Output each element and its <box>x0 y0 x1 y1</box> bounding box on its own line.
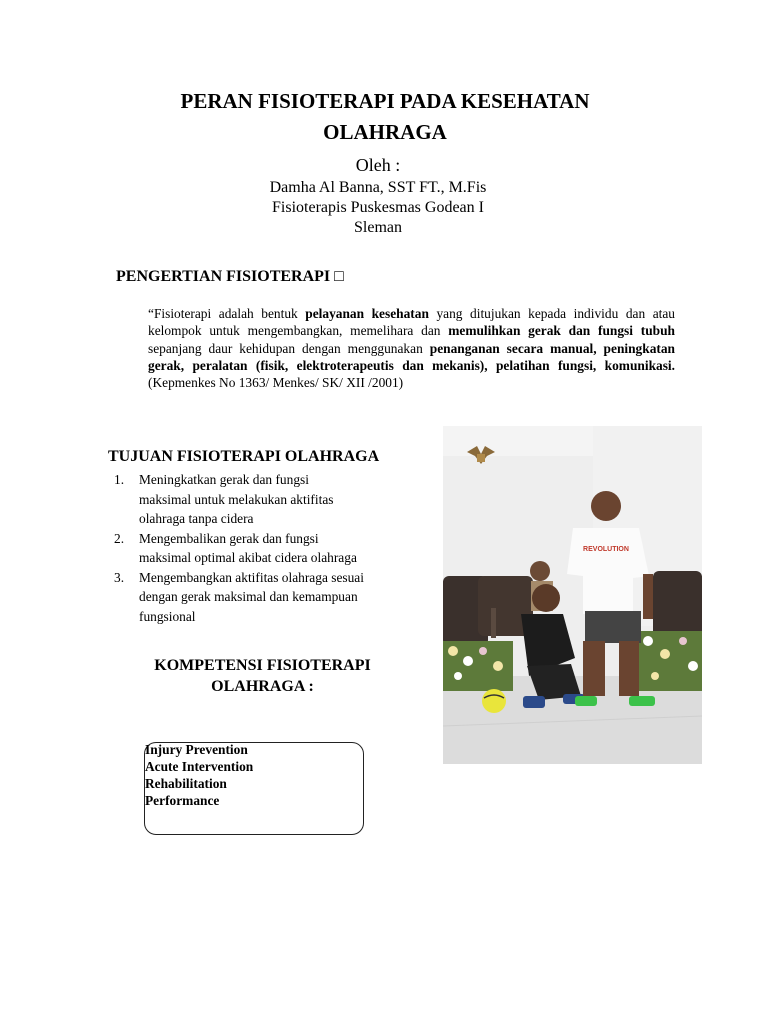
quote-segment: yang ditujukan kepada individu dan atau kelompok untuk mengembangkan, memelihara dan <box>148 306 676 339</box>
tujuan-item-line: maksimal untuk melakukan aktifitas <box>139 491 334 507</box>
tujuan-item-number: 3. <box>114 569 125 585</box>
tujuan-item <box>114 470 404 529</box>
tujuan-item-number: 2. <box>114 530 125 546</box>
kompetensi-item: Acute Intervention <box>145 758 254 774</box>
tujuan-item-line: dengan gerak maksimal dan kemampuan <box>139 589 358 604</box>
tujuan-item <box>114 568 404 627</box>
kompetensi-list <box>145 742 253 810</box>
quote-bold-segment: pelayanan kesehatan <box>305 306 429 321</box>
author-block <box>0 178 756 238</box>
tujuan-item-line: Mengembangkan aktifitas olahraga sesuai <box>139 569 364 585</box>
quote-bold-segment: penanganan secara manual, peningkatan gerak, peralatan (fisik, elektroterapeutis dan mekanis), pelatihan fungsi, komunikasi. <box>148 340 676 373</box>
tujuan-item-line: fungsional <box>139 608 196 624</box>
tujuan-item-line: Meningkatkan gerak dan fungsi <box>139 472 309 487</box>
author-location: Sleman <box>354 219 402 236</box>
quote-segment: sepanjang daur kehidupan dengan menggunakan <box>148 340 430 356</box>
author-role: Fisioterapis Puskesmas Godean I <box>272 199 484 216</box>
oleh-label: Oleh : <box>355 155 401 175</box>
kompetensi-heading-line-2: OLAHRAGA : <box>211 678 314 695</box>
quote-segment: “Fisioterapi adalah bentuk <box>148 306 306 321</box>
tujuan-list <box>114 470 404 626</box>
physiotherapy-photo <box>443 426 702 764</box>
tujuan-item-text <box>139 568 404 627</box>
kompetensi-heading-line-1: KOMPETENSI FISIOTERAPI <box>154 657 371 674</box>
quote-bold-segment: memulihkan gerak dan fungsi tubuh <box>448 323 675 339</box>
tujuan-item-number: 1. <box>114 472 125 487</box>
author-name: Damha Al Banna, SST FT., M.Fis <box>269 179 487 196</box>
tujuan-item <box>114 529 404 568</box>
tujuan-item-text <box>139 529 404 568</box>
tujuan-heading: TUJUAN FISIOTERAPI OLAHRAGA <box>108 448 380 465</box>
quote-segment: (Kepmenkes No 1363/ Menkes/ SK/ XII /2001) <box>148 375 404 391</box>
pengertian-quote <box>148 305 675 391</box>
title-line-2: OLAHRAGA <box>323 120 447 144</box>
title-line-1: PERAN FISIOTERAPI PADA KESEHATAN <box>180 89 590 113</box>
tujuan-item-line: olahraga tanpa cidera <box>139 511 254 526</box>
tujuan-item-line: maksimal optimal akibat cidera olahraga <box>139 550 357 565</box>
kompetensi-heading <box>120 655 405 697</box>
tujuan-item-text <box>139 470 404 529</box>
pengertian-heading: PENGERTIAN FISIOTERAPI □ <box>116 268 344 285</box>
document-title <box>130 86 640 148</box>
kompetensi-item: Injury Prevention <box>145 742 248 757</box>
kompetensi-item: Performance <box>145 792 220 808</box>
kompetensi-item: Rehabilitation <box>145 775 227 791</box>
shirt-text: REVOLUTION <box>583 546 629 553</box>
tujuan-item-line: Mengembalikan gerak dan fungsi <box>139 530 319 546</box>
